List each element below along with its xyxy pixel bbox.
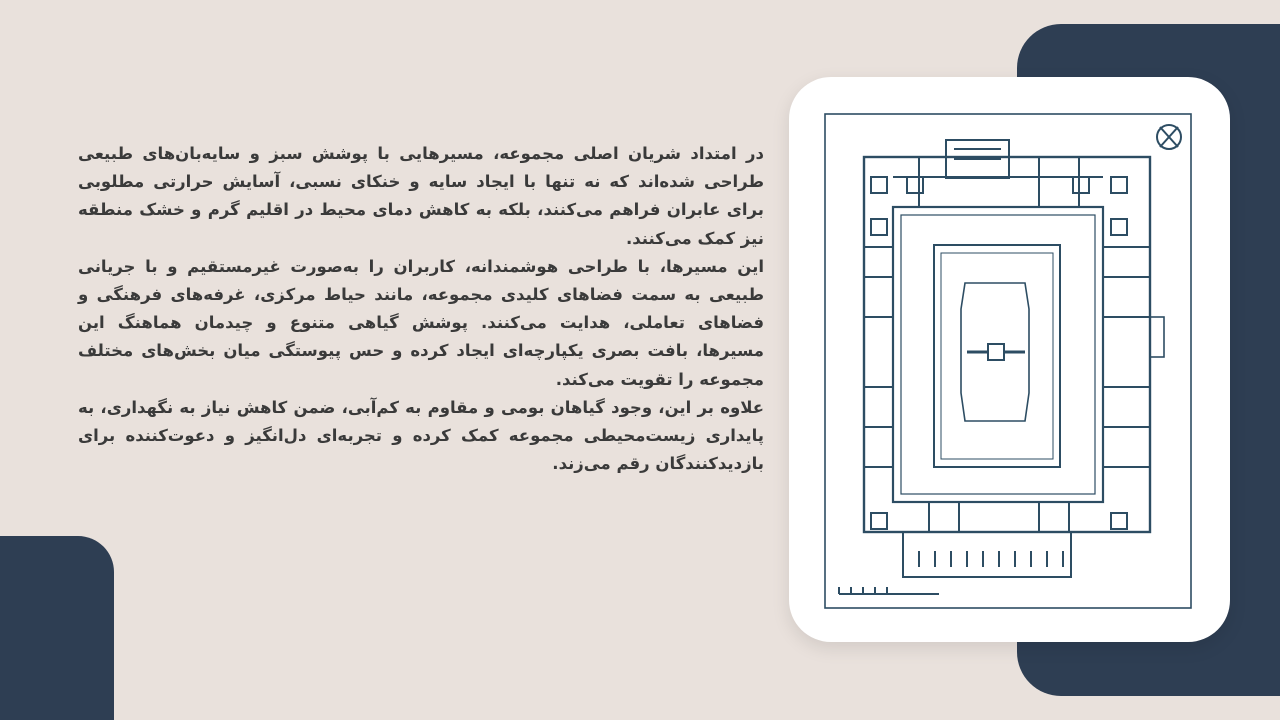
paragraph-2: این مسیرها، با طراحی هوشمندانه، کاربران را به‌صورت غیرمستقیم و با جریانی طبیعی به سمت فضاهای کلیدی مجموعه، مانند حیاط مرکزی، غرفه‌های فرهنگی و فضاهای تعاملی، هدایت می‌کنند. پوشش گیاهی متنوع و چیدمان هماهنگ این مسیرها، بافت بصری یکپارچه‌ای ایجاد کرده و حس پیوستگی میان بخش‌های مختلف مجموعه را تقویت می‌کند.	[78, 256, 764, 389]
paragraph-1: در امتداد شریان اصلی مجموعه، مسیرهایی با پوشش سبز و سایه‌بان‌های طبیعی طراحی شده‌اند که نه تنها با ایجاد سایه و خنکای نسبی، آسایش حرارتی مطلوبی برای عابران فراهم می‌کنند، بلکه به کاهش دمای محیط در اقلیم گرم و خشک منطقه نیز کمک می‌کنند.	[78, 144, 764, 248]
floor-plan-card	[789, 77, 1230, 642]
floor-plan-drawing	[789, 77, 1230, 642]
paragraph-3: علاوه بر این، وجود گیاهان بومی و مقاوم به کم‌آبی، ضمن کاهش نیاز به نگهداری، به پایداری زیست‌محیطی مجموعه کمک کرده و تجربه‌ای دل‌انگیز و دعوت‌کننده برای بازدیدکنندگان رقم می‌زند.	[78, 397, 764, 474]
north-arrow-icon	[1157, 125, 1181, 149]
description-text	[78, 140, 764, 478]
decorative-panel-left	[0, 536, 114, 720]
